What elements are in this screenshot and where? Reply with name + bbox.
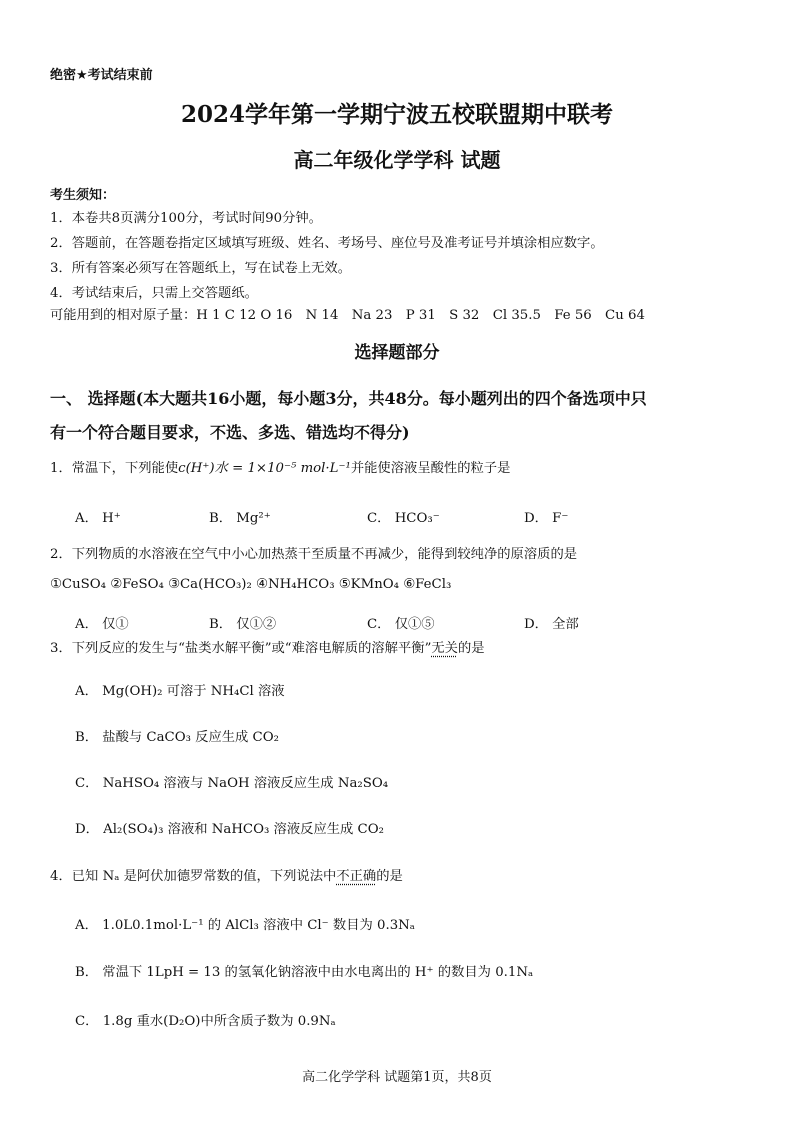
q2-option-a: A． 仅① [75,617,129,632]
q3-option-d: D． Al₂(SO₄)₃ 溶液和 NaHCO₃ 溶液反应生成 CO₂ [75,822,384,837]
q4-stem-b: 的是 [376,869,403,884]
atomic-masses: 可能用到的相对原子量：H 1 C 12 O 16 N 14 Na 23 P 31 S 32 Cl 35.5 Fe 56 Cu 64 [50,308,645,323]
notice-item: 4．考试结束后，只需上交答题纸。 [50,286,258,301]
question-2-stem: 2．下列物质的水溶液在空气中小心加热蒸干至质量不再减少，能得到较纯净的原溶质的是 [50,547,578,562]
notice-item: 2．答题前，在答题卷指定区域填写班级、姓名、考场号、座位号及准考证号并填涂相应数字。 [50,236,604,251]
q4-stem-a: 4．已知 Nₐ 是阿伏加德罗常数的值，下列说法中 [50,869,337,884]
q1-suffix: 并能使溶液呈酸性的粒子是 [350,461,511,476]
exam-title: 2024学年第一学期宁波五校联盟期中联考 [180,101,613,128]
q2-substance-list: ①CuSO₄ ②FeSO₄ ③Ca(HCO₃)₂ ④NH₄HCO₃ ⑤KMnO₄ ⑥FeCl₃ [50,577,452,592]
q1-option-a: A． H⁺ [75,511,121,526]
question-4-stem [50,865,403,884]
q3-option-c: C． NaHSO₄ 溶液与 NaOH 溶液反应生成 Na₂SO₄ [75,776,389,791]
confidential-mark: 绝密★考试结束前 [50,68,153,83]
q1-prefix: 1．常温下，下列能使 [50,461,179,476]
notice-item: 1．本卷共8页满分100分，考试时间90分钟。 [50,211,322,226]
q4-option-c: C． 1.8g 重水(D₂O)中所含质子数为 0.9Nₐ [75,1014,336,1029]
q3-stem-a: 3．下列反应的发生与“盐类水解平衡”或“难溶电解质的溶解平衡” [50,641,432,656]
exam-subtitle: 高二年级化学学科 试题 [293,148,501,172]
q4-option-a: A． 1.0L0.1mol·L⁻¹ 的 AlCl₃ 溶液中 Cl⁻ 数目为 0.3Nₐ [75,918,415,933]
part-instructions-line2: 有一个符合题目要求，不选、多选、错选均不得分) [50,423,410,442]
q2-option-b: B． 仅①② [209,617,277,632]
notice-item: 3．所有答案必须写在答题纸上，写在试卷上无效。 [50,261,351,276]
q3-stem-b: 的是 [457,641,485,656]
q2-option-d: D． 全部 [524,617,579,632]
question-1-stem [50,457,510,476]
notice-heading: 考生须知： [50,188,116,203]
q1-formula: c(H⁺)水 = 1×10⁻⁵ mol·L⁻¹ [178,461,351,476]
question-3-stem [50,637,485,656]
q4-emphasis: 不正确 [336,869,377,884]
part-instructions-line1: 一、 选择题(本大题共16小题，每小题3分，共48分。每小题列出的四个备选项中只 [50,389,647,408]
section-title: 选择题部分 [354,343,440,363]
q1-option-c: C． HCO₃⁻ [367,511,440,526]
q1-option-b: B． Mg²⁺ [209,511,271,526]
q4-option-b: B． 常温下 1LpH = 13 的氢氧化钠溶液中由水电离出的 H⁺ 的数目为 0.1Nₐ [75,965,534,980]
q3-option-a: A． Mg(OH)₂ 可溶于 NH₄Cl 溶液 [75,684,285,699]
q3-emphasis: 无关 [431,641,458,656]
q2-option-c: C． 仅①⑤ [367,617,435,632]
page-footer: 高二化学学科 试题第1页，共8页 [302,1070,492,1085]
q1-option-d: D． F⁻ [524,511,569,526]
q3-option-b: B． 盐酸与 CaCO₃ 反应生成 CO₂ [75,730,279,745]
